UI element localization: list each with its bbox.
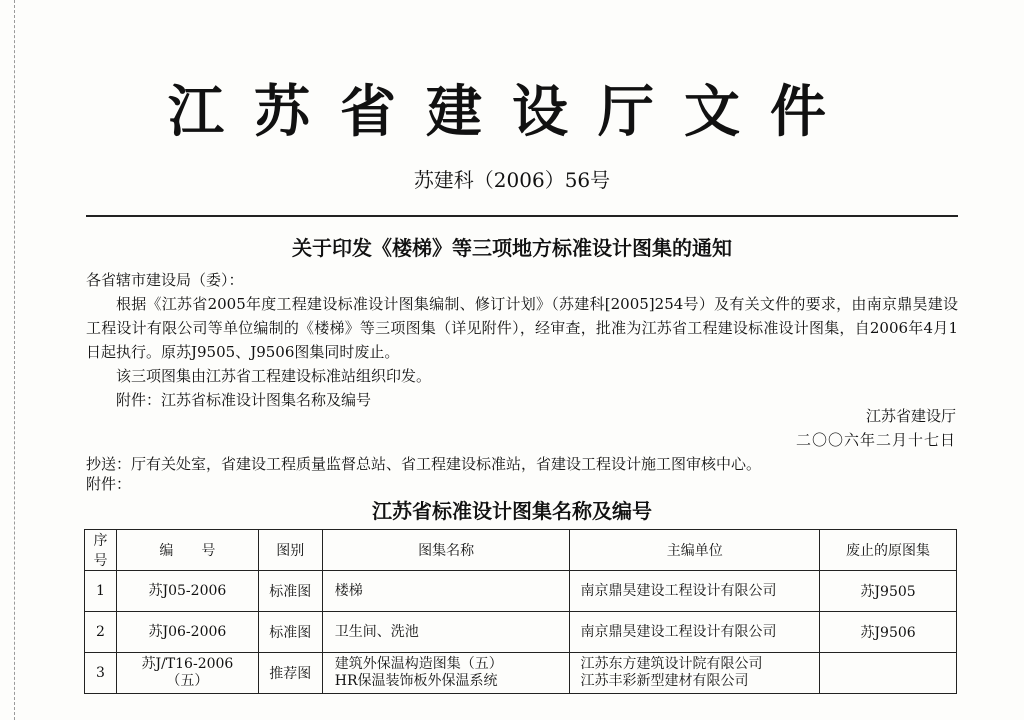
attachment-label: 附件：	[86, 475, 132, 493]
carbon-copy-line: 抄送：厅有关处室，省建设工程质量监督总站、省工程建设标准站，省建设工程设计施工图审核中心。	[86, 455, 762, 473]
signature-organization: 江苏省建设厅	[865, 407, 956, 425]
cell-abolished: 苏J9506	[820, 612, 957, 653]
cell-category: 标准图	[258, 571, 322, 612]
cell-atlas-name: 楼梯	[322, 571, 570, 612]
notice-subject: 关于印发《楼梯》等三项地方标准设计图集的通知	[292, 236, 732, 260]
cell-category: 推荐图	[258, 653, 322, 694]
body-paragraph-2: 该三项图集由江苏省工程建设标准站组织印发。	[116, 367, 432, 385]
cell-abolished	[820, 653, 957, 694]
cell-seq: 1	[85, 571, 117, 612]
header-divider	[86, 215, 958, 217]
column-header-editor-unit: 主编单位	[570, 530, 820, 571]
column-header-seq: 序号	[85, 530, 117, 571]
column-header-category: 图别	[258, 530, 322, 571]
cell-code: 苏J06-2006	[116, 612, 258, 653]
body-paragraph-1: 根据《江苏省2005年度工程建设标准设计图集编制、修订计划》（苏建科[2005]254号）及有关文件的要求，由南京鼎昊建设工程设计有限公司等单位编制的《楼梯》等三项图集（详见附件），经审查，批准为江苏省工程建设标准设计图集，自2006年4月1日起执行。原苏J9505、J9506图集同时废止。	[86, 295, 958, 361]
column-header-atlas-name: 图集名称	[322, 530, 570, 571]
atlas-list-table	[84, 529, 957, 694]
table-row	[85, 653, 957, 694]
cell-editor-unit: 南京鼎昊建设工程设计有限公司	[570, 612, 820, 653]
column-header-code: 编 号	[116, 530, 258, 571]
table-header-row	[85, 530, 957, 571]
cell-atlas-name: 卫生间、洗池	[322, 612, 570, 653]
table-body	[85, 571, 957, 694]
table-row	[85, 612, 957, 653]
cell-seq: 2	[85, 612, 117, 653]
signature-date: 二〇〇六年二月十七日	[795, 431, 956, 449]
table-row	[85, 571, 957, 612]
cell-seq: 3	[85, 653, 117, 694]
cell-atlas-name: 建筑外保温构造图集（五） HR保温装饰板外保温系统	[322, 653, 570, 694]
document-number: 苏建科（2006）56号	[413, 168, 611, 192]
body-paragraph-3: 附件：江苏省标准设计图集名称及编号	[116, 391, 372, 409]
cell-editor-unit: 南京鼎昊建设工程设计有限公司	[570, 571, 820, 612]
cell-code: 苏J05-2006	[116, 571, 258, 612]
cell-abolished: 苏J9505	[820, 571, 957, 612]
attachment-table-title: 江苏省标准设计图集名称及编号	[372, 499, 652, 523]
column-header-abolished: 废止的原图集	[820, 530, 957, 571]
cell-category: 标准图	[258, 612, 322, 653]
notice-body	[86, 292, 958, 412]
cell-code: 苏J/T16-2006 （五）	[116, 653, 258, 694]
document-header-title: 江苏省建设厅文件	[168, 79, 856, 145]
notice-addressee: 各省辖市建设局（委）：	[86, 271, 244, 289]
cell-editor-unit: 江苏东方建筑设计院有限公司 江苏丰彩新型建材有限公司	[570, 653, 820, 694]
